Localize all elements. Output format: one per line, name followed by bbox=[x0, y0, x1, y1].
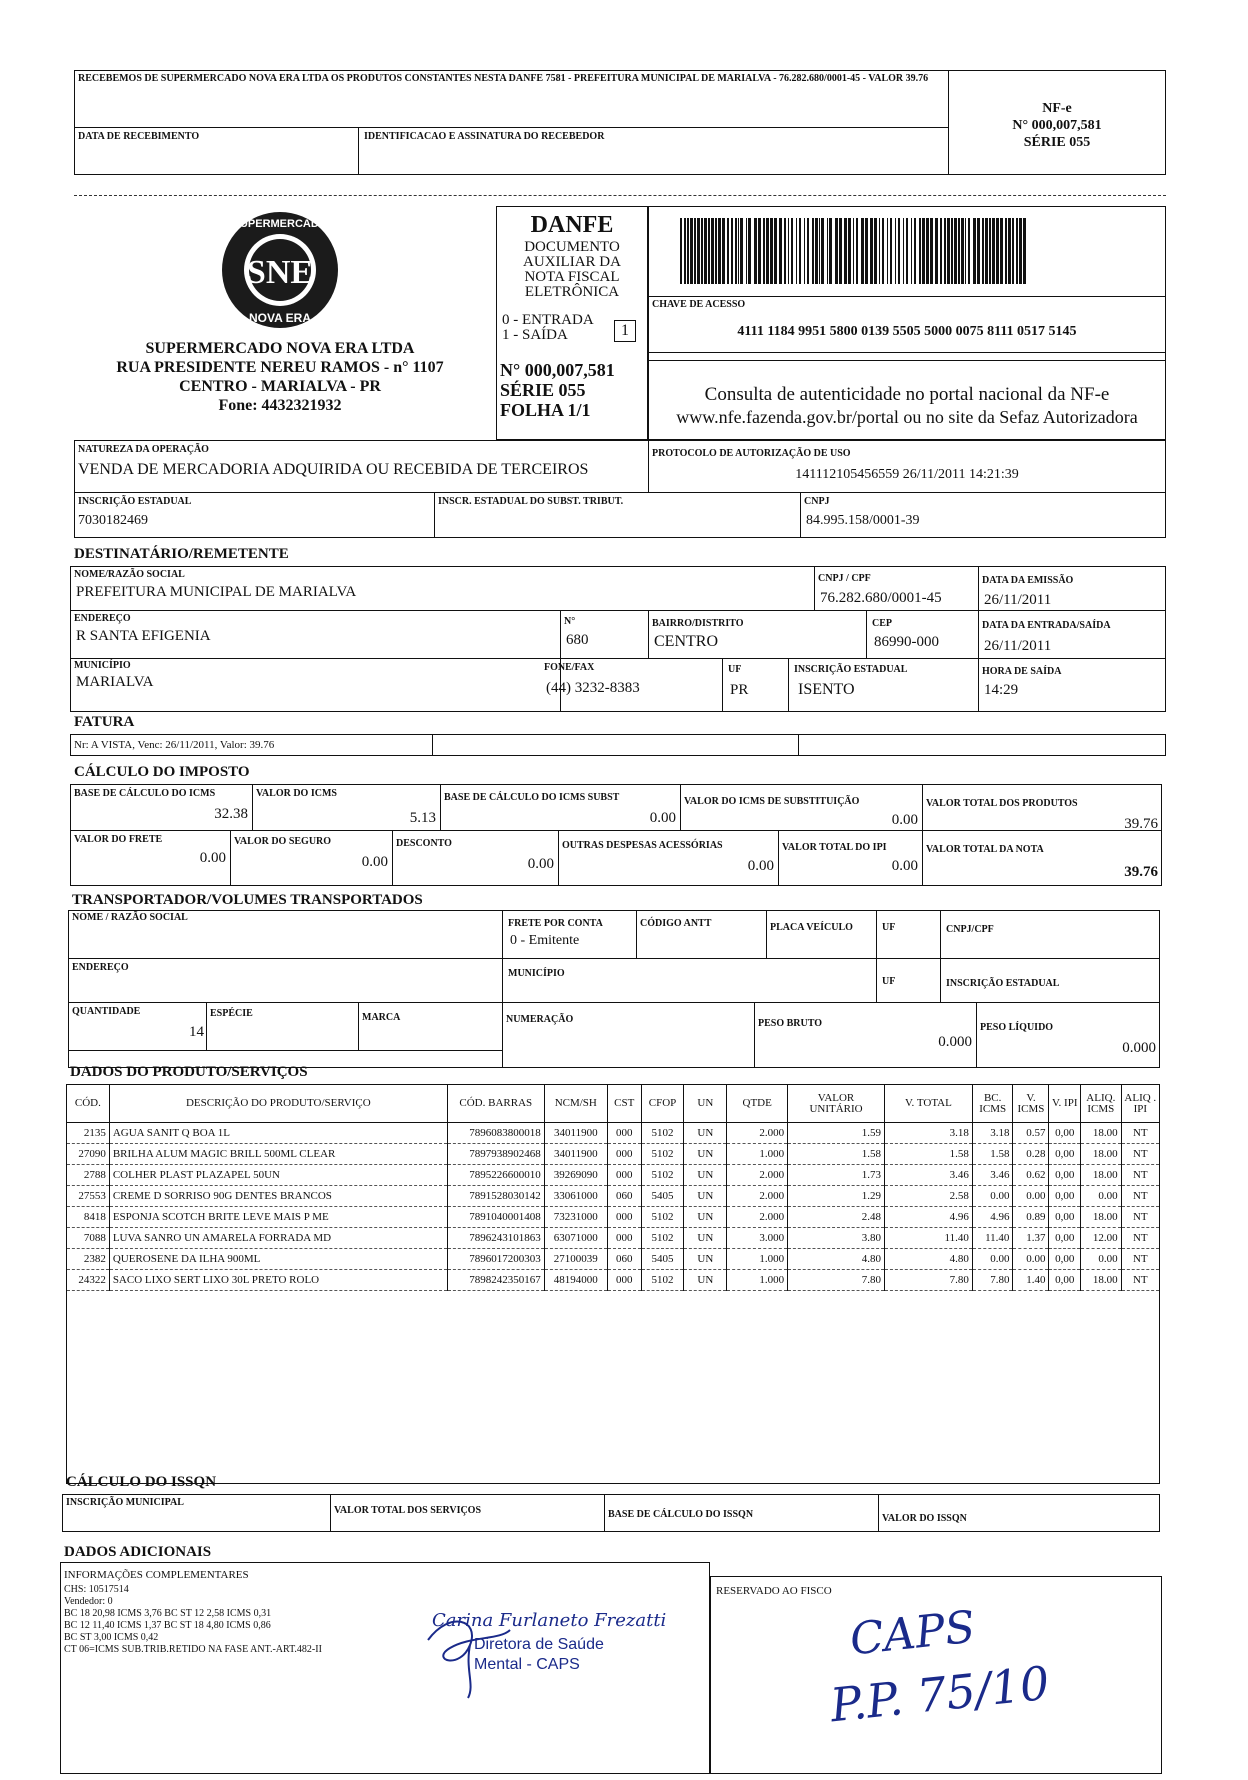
transp-qtd-label: QUANTIDADE bbox=[72, 1006, 141, 1017]
access-key-label: CHAVE DE ACESSO bbox=[652, 299, 746, 310]
info-line: BC 12 11,40 ICMS 1,37 BC ST 18 4,80 ICMS 0,86 bbox=[64, 1620, 271, 1631]
table-cell: BRILHA ALUM MAGIC BRILL 500ML CLEAR bbox=[109, 1144, 447, 1165]
table-cell: 1.58 bbox=[788, 1144, 885, 1165]
table-row bbox=[67, 1165, 1160, 1186]
table-cell: NT bbox=[1121, 1123, 1159, 1144]
consulta-line-1: Consulta de autenticidade no portal nacional da NF-e bbox=[704, 384, 1110, 405]
transp-uf-label: UF bbox=[882, 922, 896, 933]
products-header-cell: DESCRIÇÃO DO PRODUTO/SERVIÇO bbox=[109, 1085, 447, 1123]
access-key: 4111 1184 9951 5800 0139 5505 5000 0075 8111 0517 5145 bbox=[737, 324, 1077, 339]
products-header-cell: ALIQ. ICMS bbox=[1081, 1085, 1122, 1123]
natureza-value: VENDA DE MERCADORIA ADQUIRIDA OU RECEBIDA DE TERCEIROS bbox=[78, 461, 589, 478]
danfe-folha: FOLHA 1/1 bbox=[500, 400, 591, 420]
info-label: INFORMAÇÕES COMPLEMENTARES bbox=[64, 1569, 249, 1581]
products-header-cell: VALOR UNITÁRIO bbox=[788, 1085, 885, 1123]
table-cell: 5405 bbox=[641, 1249, 684, 1270]
dest-name: PREFEITURA MUNICIPAL DE MARIALVA bbox=[76, 584, 357, 600]
table-cell: 060 bbox=[607, 1249, 641, 1270]
table-cell: 34011900 bbox=[544, 1144, 607, 1165]
frete: 0.00 bbox=[199, 850, 226, 866]
table-cell: COLHER PLAST PLAZAPEL 50UN bbox=[109, 1165, 447, 1186]
table-cell: 7891040001408 bbox=[447, 1207, 544, 1228]
table-cell: 4.80 bbox=[884, 1249, 972, 1270]
handwritten-pp: P.P. 75/10 bbox=[827, 1655, 1052, 1733]
emitter-address: RUA PRESIDENTE NEREU RAMOS - n° 1107 bbox=[116, 359, 444, 376]
dest-bairro: CENTRO bbox=[654, 633, 718, 650]
table-cell: 7.80 bbox=[884, 1270, 972, 1291]
dest-entrada: 26/11/2011 bbox=[984, 638, 1052, 654]
receipt-text: RECEBEMOS DE SUPERMERCADO NOVA ERA LTDA OS PRODUTOS CONSTANTES NESTA DANFE 7581 - PREFEITURA MUNICIPAL DE MARIALVA - 76.282.680/0001-45 - VALOR 39.76 bbox=[78, 73, 929, 84]
imposto-section-title: CÁLCULO DO IMPOSTO bbox=[74, 764, 250, 780]
receipt-sign-label: IDENTIFICACAO E ASSINATURA DO RECEBEDOR bbox=[364, 131, 605, 142]
dest-municipio: MARIALVA bbox=[76, 674, 154, 690]
table-cell: 0.62 bbox=[1013, 1165, 1049, 1186]
products-header-cell: ALIQ . IPI bbox=[1121, 1085, 1159, 1123]
table-cell: 18.00 bbox=[1081, 1270, 1122, 1291]
dest-endereco-label: ENDEREÇO bbox=[74, 613, 131, 624]
dest-uf: PR bbox=[730, 682, 749, 698]
total-prod: 39.76 bbox=[1124, 816, 1158, 832]
ipi-label: VALOR TOTAL DO IPI bbox=[782, 842, 887, 853]
emitter-name: SUPERMERCADO NOVA ERA LTDA bbox=[145, 340, 415, 357]
table-cell: NT bbox=[1121, 1186, 1159, 1207]
issqn-valor-label: VALOR DO ISSQN bbox=[882, 1513, 967, 1524]
table-cell: 3.000 bbox=[727, 1228, 788, 1249]
table-cell: 0.00 bbox=[972, 1186, 1013, 1207]
table-cell: 000 bbox=[607, 1207, 641, 1228]
outras: 0.00 bbox=[747, 858, 774, 874]
seguro: 0.00 bbox=[361, 854, 388, 870]
seguro-label: VALOR DO SEGURO bbox=[234, 836, 332, 847]
transp-ie-label: INSCRIÇÃO ESTADUAL bbox=[946, 978, 1060, 989]
table-row bbox=[67, 1186, 1160, 1207]
transp-uf2-label: UF bbox=[882, 976, 896, 987]
table-cell: 0.00 bbox=[1013, 1186, 1049, 1207]
icms: 5.13 bbox=[409, 810, 436, 826]
dest-entrada-label: DATA DA ENTRADA/SAÍDA bbox=[982, 620, 1111, 631]
desconto-label: DESCONTO bbox=[396, 838, 452, 849]
transp-numeracao-label: NUMERAÇÃO bbox=[506, 1014, 574, 1025]
table-cell: 5102 bbox=[641, 1144, 684, 1165]
issqn-section-title: CÁLCULO DO ISSQN bbox=[66, 1474, 217, 1490]
products-header-cell: CST bbox=[607, 1085, 641, 1123]
bc-icms-label: BASE DE CÁLCULO DO ICMS bbox=[74, 788, 216, 799]
icms-label: VALOR DO ICMS bbox=[256, 788, 337, 799]
table-cell: 5102 bbox=[641, 1123, 684, 1144]
products-header-cell: V. IPI bbox=[1049, 1085, 1081, 1123]
dest-cep-label: CEP bbox=[872, 618, 892, 629]
dest-name-label: NOME/RAZÃO SOCIAL bbox=[74, 569, 185, 580]
table-cell: 18.00 bbox=[1081, 1165, 1122, 1186]
stamp-name: Carina Furlaneto Frezatti bbox=[432, 1610, 667, 1631]
table-cell: 0.00 bbox=[1081, 1249, 1122, 1270]
dest-bairro-label: BAIRRO/DISTRITO bbox=[652, 618, 744, 629]
table-cell: UN bbox=[684, 1144, 727, 1165]
table-cell: 0.00 bbox=[972, 1249, 1013, 1270]
cut-line bbox=[74, 195, 1166, 196]
table-cell: NT bbox=[1121, 1165, 1159, 1186]
transp-placa-label: PLACA VEÍCULO bbox=[770, 922, 853, 933]
table-cell: QUEROSENE DA ILHA 900ML bbox=[109, 1249, 447, 1270]
table-cell: 4.80 bbox=[788, 1249, 885, 1270]
products-header-cell: QTDE bbox=[727, 1085, 788, 1123]
table-cell: ESPONJA SCOTCH BRITE LEVE MAIS P ME bbox=[109, 1207, 447, 1228]
icms-st: 0.00 bbox=[891, 812, 918, 828]
transp-especie-label: ESPÉCIE bbox=[210, 1008, 253, 1019]
products-header-cell: V. TOTAL bbox=[884, 1085, 972, 1123]
danfe-tipo: 1 bbox=[621, 322, 629, 339]
table-cell: 1.000 bbox=[727, 1144, 788, 1165]
products-header-cell: CFOP bbox=[641, 1085, 684, 1123]
table-cell: UN bbox=[684, 1270, 727, 1291]
receipt-date-label: DATA DE RECEBIMENTO bbox=[78, 131, 200, 142]
table-cell: CREME D SORRISO 90G DENTES BRANCOS bbox=[109, 1186, 447, 1207]
products-header-cell: UN bbox=[684, 1085, 727, 1123]
table-cell: 000 bbox=[607, 1270, 641, 1291]
table-cell: NT bbox=[1121, 1228, 1159, 1249]
table-cell: 0.57 bbox=[1013, 1123, 1049, 1144]
table-cell: 5102 bbox=[641, 1228, 684, 1249]
stamp-role-1: Diretora de Saúde bbox=[474, 1636, 604, 1653]
table-cell: NT bbox=[1121, 1270, 1159, 1291]
table-cell: 0,00 bbox=[1049, 1144, 1081, 1165]
table-cell: 48194000 bbox=[544, 1270, 607, 1291]
info-line: BC 18 20,98 ICMS 3,76 BC ST 12 2,58 ICMS 0,31 bbox=[64, 1608, 272, 1619]
table-cell: 0.28 bbox=[1013, 1144, 1049, 1165]
transp-bruto-label: PESO BRUTO bbox=[758, 1018, 822, 1029]
table-cell: 3.80 bbox=[788, 1228, 885, 1249]
table-cell: 1.58 bbox=[972, 1144, 1013, 1165]
outras-label: OUTRAS DESPESAS ACESSÓRIAS bbox=[562, 840, 723, 851]
table-cell: 1.29 bbox=[788, 1186, 885, 1207]
table-cell: SACO LIXO SERT LIXO 30L PRETO ROLO bbox=[109, 1270, 447, 1291]
danfe-subtitle-1: DOCUMENTO bbox=[524, 239, 620, 255]
products-header-cell: V. ICMS bbox=[1013, 1085, 1049, 1123]
table-cell: 8418 bbox=[67, 1207, 110, 1228]
transp-marca-label: MARCA bbox=[362, 1012, 401, 1023]
table-cell: UN bbox=[684, 1249, 727, 1270]
table-cell: 0,00 bbox=[1049, 1249, 1081, 1270]
table-cell: 33061000 bbox=[544, 1186, 607, 1207]
table-row bbox=[67, 1249, 1160, 1270]
dest-uf-label: UF bbox=[728, 664, 742, 675]
table-cell: 4.96 bbox=[972, 1207, 1013, 1228]
dest-fone-label: FONE/FAX bbox=[544, 662, 595, 673]
table-cell: 7896243101863 bbox=[447, 1228, 544, 1249]
table-cell: 000 bbox=[607, 1165, 641, 1186]
table-cell: 18.00 bbox=[1081, 1207, 1122, 1228]
products-header-cell: CÓD. bbox=[67, 1085, 110, 1123]
access-key-barcode bbox=[680, 218, 1136, 284]
bc-st-label: BASE DE CÁLCULO DO ICMS SUBST bbox=[444, 792, 620, 803]
table-cell: 27090 bbox=[67, 1144, 110, 1165]
table-row bbox=[67, 1144, 1160, 1165]
desconto: 0.00 bbox=[527, 856, 554, 872]
table-cell: 3.18 bbox=[884, 1123, 972, 1144]
dest-numero-label: N° bbox=[564, 616, 576, 627]
table-cell: 0,00 bbox=[1049, 1228, 1081, 1249]
danfe-subtitle-4: ELETRÔNICA bbox=[524, 284, 620, 300]
table-cell: 1.000 bbox=[727, 1270, 788, 1291]
total-prod-label: VALOR TOTAL DOS PRODUTOS bbox=[926, 798, 1078, 809]
transp-cnpj-label: CNPJ/CPF bbox=[946, 924, 994, 935]
table-cell: 1.000 bbox=[727, 1249, 788, 1270]
table-row bbox=[67, 1207, 1160, 1228]
dest-endereco: R SANTA EFIGENIA bbox=[76, 628, 211, 644]
nfe-serie: SÉRIE 055 bbox=[1023, 135, 1091, 150]
table-cell: 2.000 bbox=[727, 1123, 788, 1144]
protocolo-label: PROTOCOLO DE AUTORIZAÇÃO DE USO bbox=[652, 448, 851, 459]
frete-label: VALOR DO FRETE bbox=[74, 834, 163, 845]
issqn-bc-label: BASE DE CÁLCULO DO ISSQN bbox=[608, 1509, 754, 1520]
table-cell: 7896017200303 bbox=[447, 1249, 544, 1270]
stamp-role-2: Mental - CAPS bbox=[474, 1656, 580, 1673]
table-cell: NT bbox=[1121, 1144, 1159, 1165]
transp-municipio-label: MUNICÍPIO bbox=[508, 968, 565, 979]
table-cell: 11.40 bbox=[884, 1228, 972, 1249]
dest-ie: ISENTO bbox=[798, 681, 855, 698]
table-cell: 0,00 bbox=[1049, 1186, 1081, 1207]
dest-hora-label: HORA DE SAÍDA bbox=[982, 666, 1062, 677]
transp-liquido: 0.000 bbox=[1122, 1040, 1156, 1056]
table-cell: UN bbox=[684, 1123, 727, 1144]
table-row bbox=[67, 1123, 1160, 1144]
fatura-section-title: FATURA bbox=[74, 714, 135, 730]
logo-bottom-text: NOVA ERA bbox=[248, 311, 312, 325]
table-cell: 63071000 bbox=[544, 1228, 607, 1249]
table-cell: 1.37 bbox=[1013, 1228, 1049, 1249]
transp-qtd: 14 bbox=[189, 1024, 204, 1040]
issqn-im-label: INSCRIÇÃO MUNICIPAL bbox=[66, 1497, 184, 1508]
dest-emissao-label: DATA DA EMISSÃO bbox=[982, 575, 1074, 586]
table-cell: 060 bbox=[607, 1186, 641, 1207]
danfe-saida: 1 - SAÍDA bbox=[502, 327, 568, 343]
cnpj-label: CNPJ bbox=[804, 496, 830, 507]
table-cell: 2.000 bbox=[727, 1165, 788, 1186]
table-cell: 0.00 bbox=[1013, 1249, 1049, 1270]
danfe-subtitle-3: NOTA FISCAL bbox=[524, 269, 620, 285]
dest-numero: 680 bbox=[566, 632, 589, 648]
table-cell: 0.00 bbox=[1081, 1186, 1122, 1207]
products-table bbox=[66, 1084, 1160, 1291]
bc-icms: 32.38 bbox=[214, 806, 248, 822]
bc-st: 0.00 bbox=[649, 810, 676, 826]
transp-section-title: TRANSPORTADOR/VOLUMES TRANSPORTADOS bbox=[72, 892, 423, 908]
table-cell: 12.00 bbox=[1081, 1228, 1122, 1249]
table-cell: 5102 bbox=[641, 1270, 684, 1291]
table-cell: 27100039 bbox=[544, 1249, 607, 1270]
table-row bbox=[67, 1228, 1160, 1249]
ie-st-label: INSCR. ESTADUAL DO SUBST. TRIBUT. bbox=[438, 496, 624, 507]
table-cell: 3.46 bbox=[972, 1165, 1013, 1186]
table-row bbox=[67, 1270, 1160, 1291]
table-cell: 3.46 bbox=[884, 1165, 972, 1186]
table-cell: 7.80 bbox=[788, 1270, 885, 1291]
transp-nome-label: NOME / RAZÃO SOCIAL bbox=[72, 912, 188, 923]
ie-label: INSCRIÇÃO ESTADUAL bbox=[78, 496, 192, 507]
emitter-city: CENTRO - MARIALVA - PR bbox=[179, 378, 381, 395]
products-header-cell: NCM/SH bbox=[544, 1085, 607, 1123]
consulta-line-2: www.nfe.fazenda.gov.br/portal ou no site da Sefaz Autorizadora bbox=[676, 407, 1138, 427]
table-cell: 73231000 bbox=[544, 1207, 607, 1228]
table-cell: 7088 bbox=[67, 1228, 110, 1249]
table-cell: 5405 bbox=[641, 1186, 684, 1207]
table-cell: 000 bbox=[607, 1144, 641, 1165]
table-cell: 7897938902468 bbox=[447, 1144, 544, 1165]
table-cell: 39269090 bbox=[544, 1165, 607, 1186]
table-cell: 5102 bbox=[641, 1165, 684, 1186]
table-cell: 000 bbox=[607, 1123, 641, 1144]
dest-municipio-label: MUNICÍPIO bbox=[74, 660, 131, 671]
operation-box bbox=[74, 440, 1166, 538]
adicionais-section-title: DADOS ADICIONAIS bbox=[64, 1544, 212, 1560]
table-cell: 11.40 bbox=[972, 1228, 1013, 1249]
dest-section-title: DESTINATÁRIO/REMETENTE bbox=[74, 546, 289, 562]
table-cell: 24322 bbox=[67, 1270, 110, 1291]
info-line: BC ST 3,00 ICMS 0,42 bbox=[64, 1632, 159, 1643]
table-cell: 5102 bbox=[641, 1207, 684, 1228]
total-nota-label: VALOR TOTAL DA NOTA bbox=[926, 844, 1044, 855]
dest-cep: 86990-000 bbox=[874, 634, 939, 650]
table-cell: NT bbox=[1121, 1207, 1159, 1228]
adicionais-box bbox=[60, 1562, 710, 1774]
table-cell: 2.000 bbox=[727, 1186, 788, 1207]
info-line: Vendedor: 0 bbox=[64, 1596, 113, 1607]
table-cell: 2788 bbox=[67, 1165, 110, 1186]
table-cell: UN bbox=[684, 1186, 727, 1207]
table-cell: 0,00 bbox=[1049, 1165, 1081, 1186]
emitter-phone: Fone: 4432321932 bbox=[218, 397, 342, 414]
table-cell: UN bbox=[684, 1228, 727, 1249]
info-line: CT 06=ICMS SUB.TRIB.RETIDO NA FASE ANT.-ART.482-II bbox=[64, 1644, 322, 1655]
table-cell: 7.80 bbox=[972, 1270, 1013, 1291]
ipi: 0.00 bbox=[891, 858, 918, 874]
table-cell: 2135 bbox=[67, 1123, 110, 1144]
table-cell: 0.89 bbox=[1013, 1207, 1049, 1228]
nfe-title: NF-e bbox=[1042, 101, 1072, 116]
transp-frete-label: FRETE POR CONTA bbox=[508, 918, 603, 929]
table-cell: 2382 bbox=[67, 1249, 110, 1270]
table-cell: 7895226600010 bbox=[447, 1165, 544, 1186]
table-cell: AGUA SANIT Q BOA 1L bbox=[109, 1123, 447, 1144]
table-cell: 7896083800018 bbox=[447, 1123, 544, 1144]
dest-emissao: 26/11/2011 bbox=[984, 592, 1052, 608]
table-cell: 34011900 bbox=[544, 1123, 607, 1144]
dest-cnpj-label: CNPJ / CPF bbox=[818, 573, 871, 584]
danfe-entrada: 0 - ENTRADA bbox=[502, 312, 594, 328]
table-cell: 7891528030142 bbox=[447, 1186, 544, 1207]
danfe-title: DANFE bbox=[530, 212, 614, 238]
fatura-text: Nr: A VISTA, Venc: 26/11/2011, Valor: 39.76 bbox=[74, 739, 275, 751]
transp-bruto: 0.000 bbox=[938, 1034, 972, 1050]
table-cell: 3.18 bbox=[972, 1123, 1013, 1144]
table-cell: 1.40 bbox=[1013, 1270, 1049, 1291]
transp-frete: 0 - Emitente bbox=[510, 933, 580, 948]
table-cell: 7898242350167 bbox=[447, 1270, 544, 1291]
table-cell: 2.48 bbox=[788, 1207, 885, 1228]
danfe-serie: SÉRIE 055 bbox=[500, 380, 586, 400]
table-cell: 18.00 bbox=[1081, 1123, 1122, 1144]
table-cell: 27553 bbox=[67, 1186, 110, 1207]
danfe-subtitle-2: AUXILIAR DA bbox=[523, 254, 621, 270]
table-cell: 1.59 bbox=[788, 1123, 885, 1144]
ie-value: 7030182469 bbox=[78, 513, 148, 528]
natureza-label: NATUREZA DA OPERAÇÃO bbox=[78, 444, 209, 455]
info-line: CHS: 10517514 bbox=[64, 1584, 129, 1595]
logo-initials: SNE bbox=[246, 254, 314, 291]
danfe-number: N° 000,007,581 bbox=[500, 360, 615, 380]
fisco-label: RESERVADO AO FISCO bbox=[716, 1585, 832, 1597]
handwritten-caps: CAPS bbox=[847, 1601, 978, 1666]
table-cell: 1.73 bbox=[788, 1165, 885, 1186]
products-header-cell: CÓD. BARRAS bbox=[447, 1085, 544, 1123]
products-header-cell: BC. ICMS bbox=[972, 1085, 1013, 1123]
issqn-servicos-label: VALOR TOTAL DOS SERVIÇOS bbox=[334, 1505, 482, 1516]
table-cell: 18.00 bbox=[1081, 1144, 1122, 1165]
table-cell: 000 bbox=[607, 1228, 641, 1249]
table-cell: 1.58 bbox=[884, 1144, 972, 1165]
table-cell: LUVA SANRO UN AMARELA FORRADA MD bbox=[109, 1228, 447, 1249]
table-cell: 4.96 bbox=[884, 1207, 972, 1228]
logo-top-text: SUPERMERCADO bbox=[232, 218, 328, 230]
dest-cnpj: 76.282.680/0001-45 bbox=[820, 590, 942, 606]
transp-antt-label: CÓDIGO ANTT bbox=[640, 918, 712, 929]
supermercado-logo bbox=[220, 205, 340, 335]
transp-liquido-label: PESO LÍQUIDO bbox=[980, 1022, 1054, 1033]
total-nota: 39.76 bbox=[1124, 864, 1158, 880]
icms-st-label: VALOR DO ICMS DE SUBSTITUIÇÃO bbox=[684, 796, 860, 807]
transp-endereco-label: ENDEREÇO bbox=[72, 962, 129, 973]
protocolo-value: 141112105456559 26/11/2011 14:21:39 bbox=[795, 467, 1019, 482]
dest-fone: (44) 3232-8383 bbox=[546, 680, 640, 696]
dest-ie-label: INSCRIÇÃO ESTADUAL bbox=[794, 664, 908, 675]
nfe-number: N° 000,007,581 bbox=[1012, 118, 1102, 133]
table-cell: 2.000 bbox=[727, 1207, 788, 1228]
table-cell: UN bbox=[684, 1165, 727, 1186]
table-cell: NT bbox=[1121, 1249, 1159, 1270]
table-cell: 2.58 bbox=[884, 1186, 972, 1207]
table-cell: UN bbox=[684, 1207, 727, 1228]
table-cell: 0,00 bbox=[1049, 1123, 1081, 1144]
table-cell: 0,00 bbox=[1049, 1270, 1081, 1291]
cnpj-value: 84.995.158/0001-39 bbox=[806, 513, 920, 528]
table-cell: 0,00 bbox=[1049, 1207, 1081, 1228]
produtos-section-title: DADOS DO PRODUTO/SERVIÇOS bbox=[70, 1064, 308, 1080]
dest-hora: 14:29 bbox=[984, 682, 1019, 698]
